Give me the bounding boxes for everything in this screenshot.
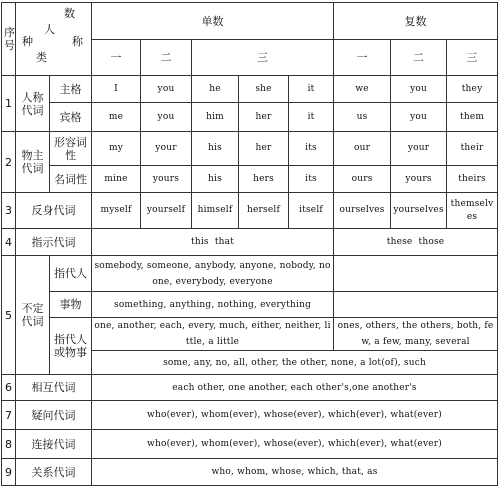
table-row [2,229,498,256]
row-number: 2 [2,132,16,193]
row-number: 4 [2,229,16,256]
empty-cell [334,292,498,318]
corner-ren: 人 [44,23,55,36]
pronoun-cell: ours [334,166,391,193]
singular-first-person: 一 [92,40,141,76]
pronoun-cell: we [334,76,391,103]
plural-second-person: 二 [391,40,447,76]
table-row [2,401,498,430]
table-row [2,166,498,193]
pronoun-cell: it [289,76,334,103]
table-row [2,459,498,486]
corner-cheng: 称 [72,35,83,48]
table-row [2,103,498,132]
row-number: 1 [2,76,16,132]
row-subcategory: 指代人或物事 [50,318,92,375]
table-row [2,318,498,351]
table-row [2,375,498,401]
row-category: 反身代词 [16,193,92,229]
pronoun-cell: mine [92,166,141,193]
row-subcategory: 主格 [50,76,92,103]
singular-second-person: 二 [141,40,192,76]
demonstrative-singular: this that [92,229,334,256]
singular-third-person: 三 [192,40,334,76]
corner-lei: 类 [36,51,47,64]
pronoun-cell: her [239,132,289,166]
pronoun-cell: her [239,103,289,132]
table-row [2,256,498,292]
row-number: 6 [2,375,16,401]
connective-text: who(ever), whom(ever), whose(ever), which(ever), what(ever) [92,430,498,459]
pronoun-cell: hers [239,166,289,193]
row-number: 3 [2,193,16,229]
table-row [2,132,498,166]
row-number: 5 [2,256,16,375]
row-subcategory: 宾格 [50,103,92,132]
row-subcategory: 形容词性 [50,132,92,166]
row-subcategory: 指代人 [50,256,92,292]
indefinite-both-common: some, any, no, all, other, the other, none, a lot(of), such [92,351,498,375]
pronoun-cell: ourselves [334,193,391,229]
table-row [2,292,498,318]
pronoun-cell: its [289,166,334,193]
row-category: 指示代词 [16,229,92,256]
pronoun-cell: his [192,132,239,166]
pronoun-cell: you [391,103,447,132]
pronoun-cell: themselves [447,193,498,229]
pronoun-cell: them [447,103,498,132]
relative-text: who, whom, whose, which, that, as [92,459,498,486]
indefinite-both-singular: one, another, each, every, much, either, neither, little, a little [92,318,334,351]
pronoun-cell: my [92,132,141,166]
row-subcategory: 名词性 [50,166,92,193]
row-subcategory: 事物 [50,292,92,318]
indefinite-person-text: somebody, someone, anybody, anyone, nobody, no one, everybody, everyone [92,256,334,292]
pronoun-cell: himself [192,193,239,229]
row-category: 关系代词 [16,459,92,486]
row-category: 连接代词 [16,430,92,459]
indefinite-thing-text: something, anything, nothing, everything [92,292,334,318]
pronoun-cell: she [239,76,289,103]
plural-first-person: 一 [334,40,391,76]
pronoun-cell: herself [239,193,289,229]
pronoun-table [1,2,498,486]
pronoun-cell: yours [141,166,192,193]
reciprocal-text: each other, one another, each other's,one another's [92,375,498,401]
pronoun-cell: myself [92,193,141,229]
pronoun-cell: I [92,76,141,103]
corner-header [16,3,92,76]
row-number: 9 [2,459,16,486]
interrogative-text: who(ever), whom(ever), whose(ever), which(ever), what(ever) [92,401,498,430]
row-category: 物主代词 [16,132,50,193]
pronoun-cell: our [334,132,391,166]
row-number: 8 [2,430,16,459]
pronoun-cell: its [289,132,334,166]
table-row [2,76,498,103]
pronoun-cell: he [192,76,239,103]
pronoun-cell: you [141,103,192,132]
row-category: 人称代词 [16,76,50,132]
corner-shu: 数 [64,7,75,20]
pronoun-cell: his [192,166,239,193]
row-number: 7 [2,401,16,430]
pronoun-cell: you [141,76,192,103]
row-category: 相互代词 [16,375,92,401]
table-row [2,193,498,229]
pronoun-cell: your [141,132,192,166]
pronoun-cell: yours [391,166,447,193]
pronoun-cell: him [192,103,239,132]
pronoun-cell: their [447,132,498,166]
row-category: 不定代词 [16,256,50,375]
empty-cell [334,256,498,292]
pronoun-cell: you [391,76,447,103]
seq-header: 序号 [2,3,16,76]
pronoun-cell: theirs [447,166,498,193]
pronoun-cell: me [92,103,141,132]
pronoun-cell: yourself [141,193,192,229]
demonstrative-plural: these those [334,229,498,256]
pronoun-cell: itself [289,193,334,229]
indefinite-both-plural: ones, others, the others, both, few, a few, many, several [334,318,498,351]
pronoun-cell: us [334,103,391,132]
pronoun-cell: they [447,76,498,103]
singular-header: 单数 [92,3,334,40]
plural-third-person: 三 [447,40,498,76]
pronoun-cell: your [391,132,447,166]
pronoun-cell: yourselves [391,193,447,229]
row-category: 疑问代词 [16,401,92,430]
plural-header: 复数 [334,3,498,40]
corner-zhong: 种 [22,35,33,48]
table-row [2,430,498,459]
pronoun-cell: it [289,103,334,132]
header-row-number [2,3,498,40]
